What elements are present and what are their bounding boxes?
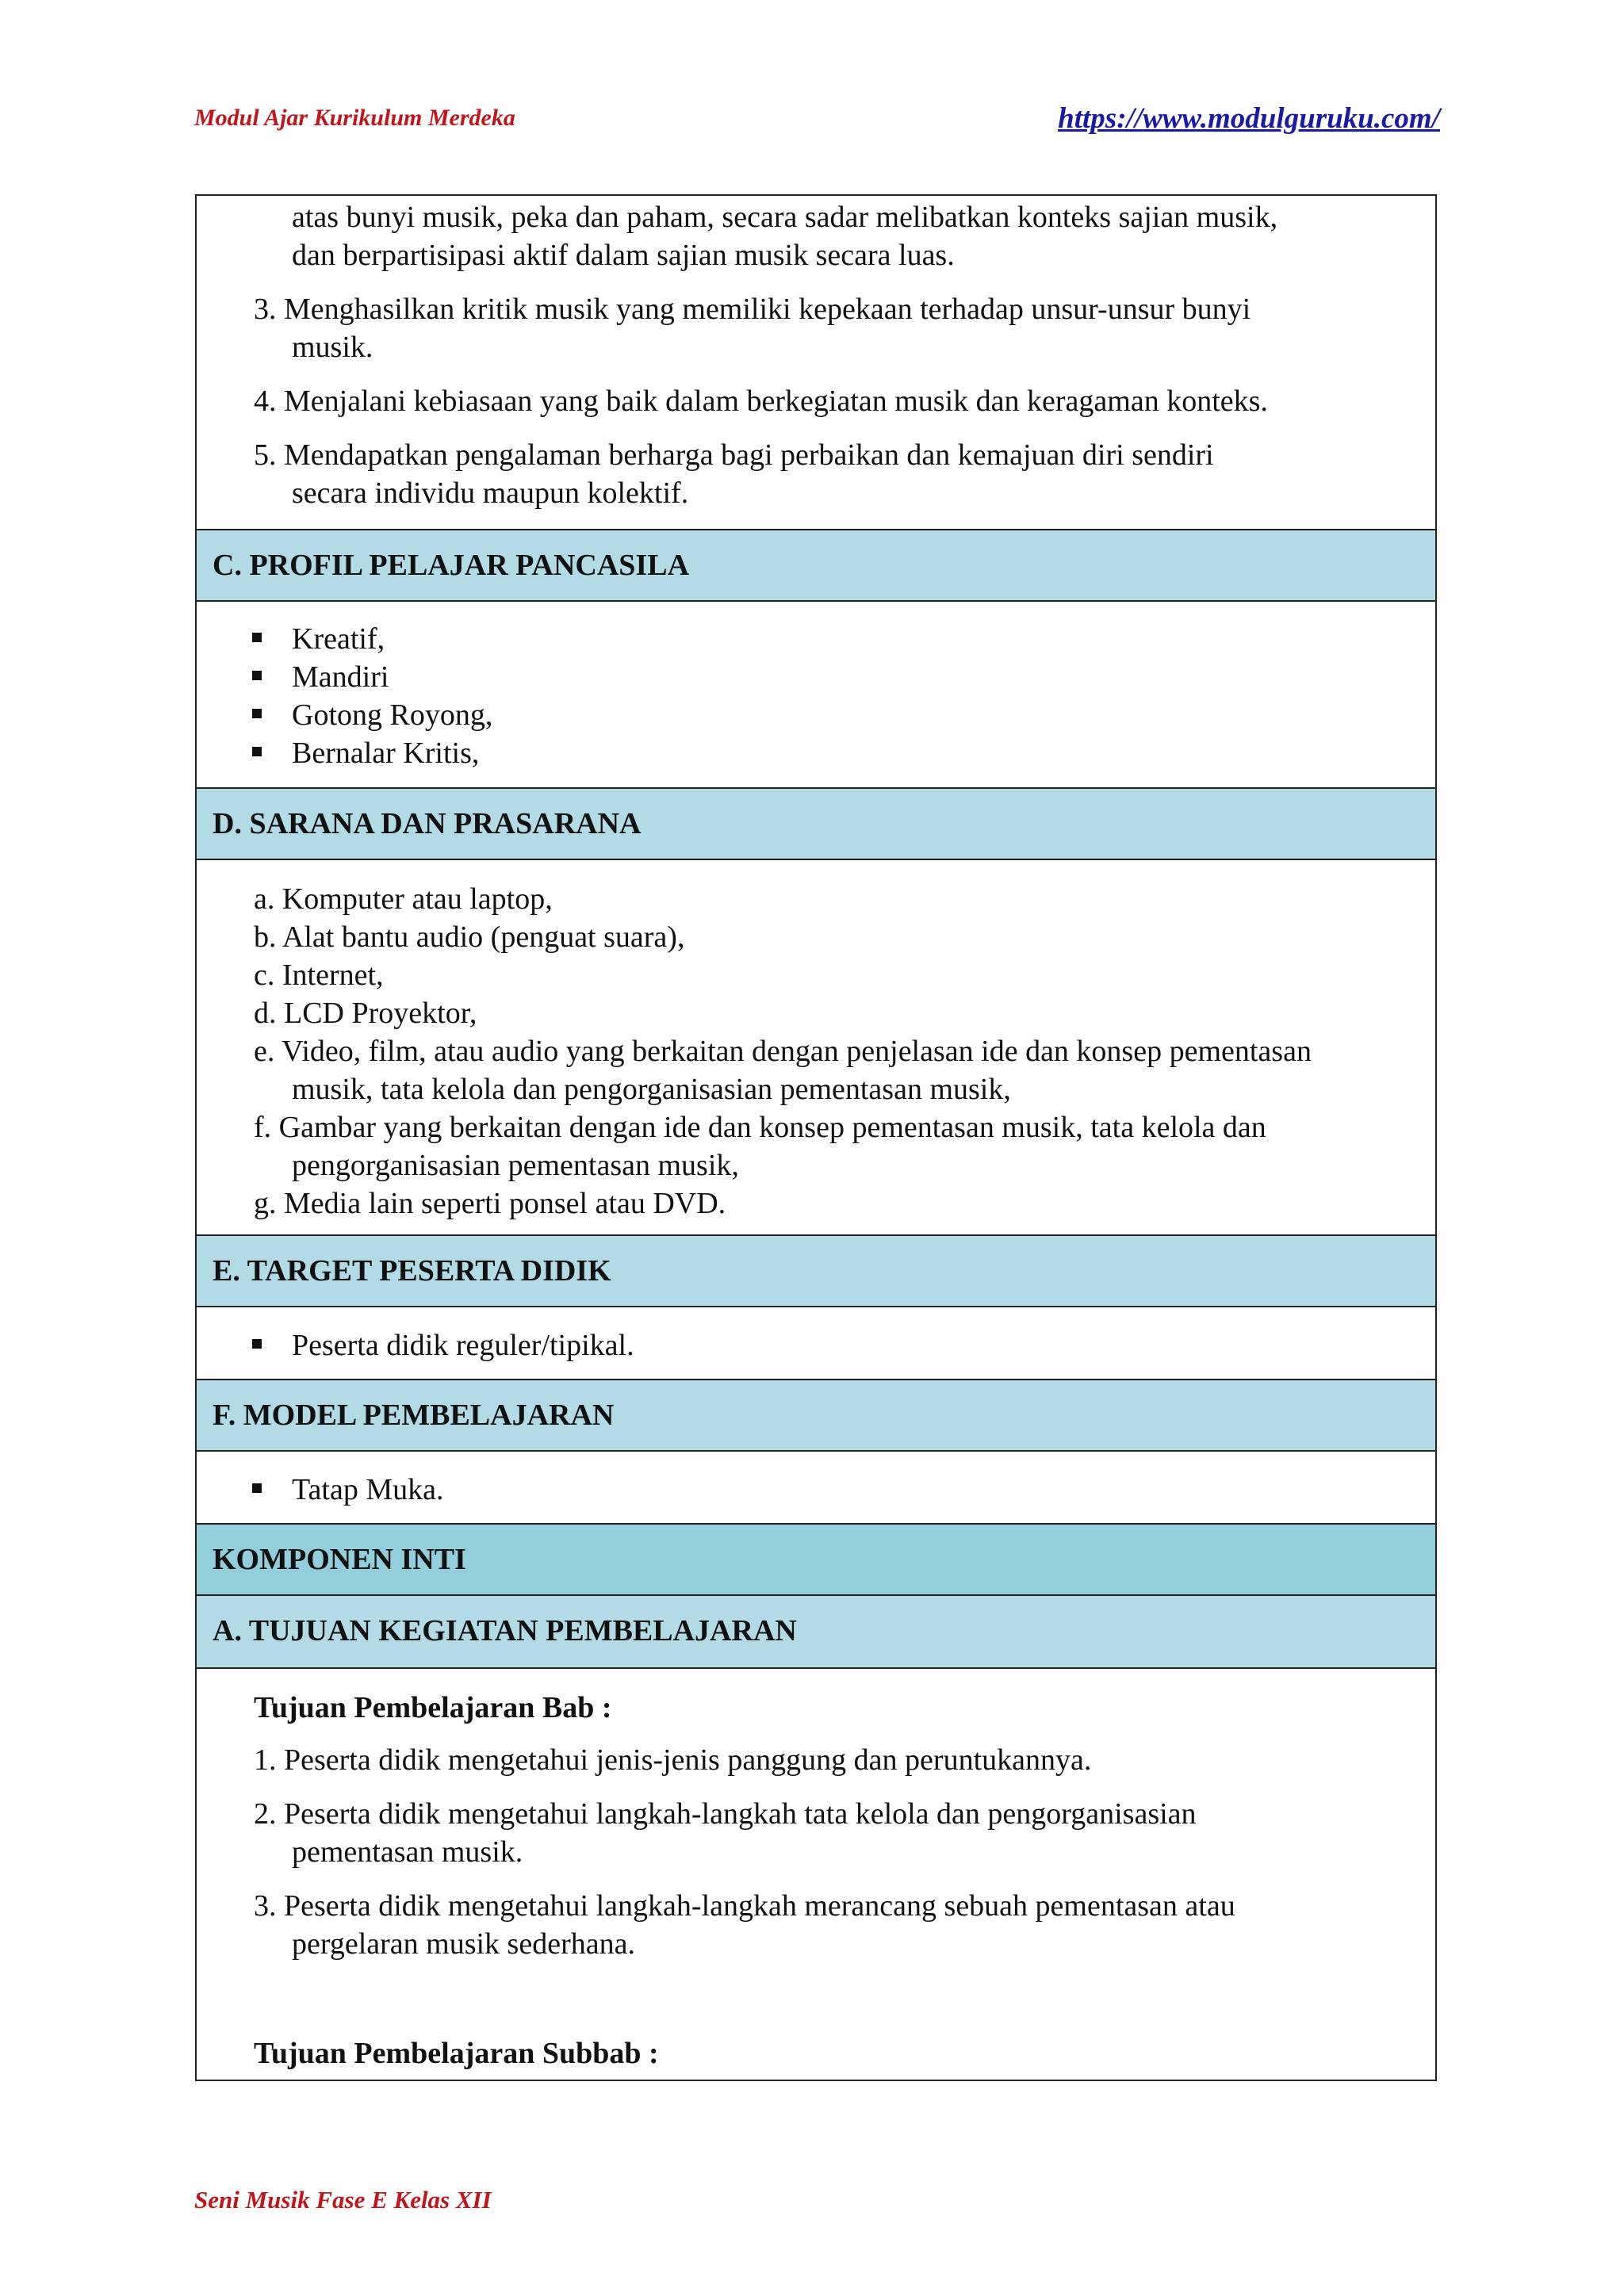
- list-continuation-line: dan berpartisipasi aktif dalam sajian musik secara luas.: [292, 239, 955, 272]
- bullet-icon: [252, 709, 262, 718]
- list-item: 2. Peserta didik mengetahui langkah-langkah tata kelola dan pengorganisasian: [254, 1797, 1197, 1831]
- content-table: [195, 194, 1437, 2081]
- subheading-subbab: Tujuan Pembelajaran Subbab :: [254, 2037, 659, 2070]
- list-item: Gotong Royong,: [292, 698, 493, 732]
- section-title: E. TARGET PESERTA DIDIK: [213, 1254, 611, 1288]
- bullet-icon: [252, 671, 262, 680]
- section-title: KOMPONEN INTI: [213, 1543, 466, 1576]
- list-item: Peserta didik reguler/tipikal.: [292, 1329, 634, 1362]
- list-item-continuation: secara individu maupun kolektif.: [292, 476, 689, 510]
- section-header-model: [197, 1379, 1435, 1452]
- list-item: Bernalar Kritis,: [292, 737, 480, 770]
- sarana-list: [197, 860, 1435, 1234]
- list-item-continuation: pementasan musik.: [292, 1835, 523, 1869]
- list-item: a. Komputer atau laptop,: [254, 882, 553, 916]
- list-item: 5. Mendapatkan pengalaman berharga bagi perbaikan dan kemajuan diri sendiri: [254, 438, 1214, 472]
- section-title: A. TUJUAN KEGIATAN PEMBELAJARAN: [213, 1614, 797, 1647]
- footer-course-title: Seni Musik Fase E Kelas XII: [194, 2186, 492, 2214]
- bullet-icon: [252, 633, 262, 642]
- list-item: Kreatif,: [292, 622, 385, 656]
- header-website-link[interactable]: https://www.modulguruku.com/: [1058, 102, 1440, 135]
- list-continuation-line: atas bunyi musik, peka dan paham, secara sadar melibatkan konteks sajian musik,: [292, 201, 1278, 234]
- subheading-bab: Tujuan Pembelajaran Bab :: [254, 1691, 612, 1724]
- header-module-title: Modul Ajar Kurikulum Merdeka: [194, 105, 515, 131]
- list-item: 4. Menjalani kebiasaan yang baik dalam berkegiatan musik dan keragaman konteks.: [254, 385, 1268, 418]
- bullet-icon: [252, 1339, 262, 1349]
- section-header-profil: [197, 529, 1435, 602]
- target-list: [197, 1307, 1435, 1379]
- section-header-tujuan: [197, 1596, 1435, 1669]
- section-title: D. SARANA DAN PRASARANA: [213, 807, 642, 840]
- list-item: g. Media lain seperti ponsel atau DVD.: [254, 1187, 726, 1220]
- list-item: 1. Peserta didik mengetahui jenis-jenis panggung dan peruntukannya.: [254, 1743, 1092, 1777]
- list-item: e. Video, film, atau audio yang berkaitan dengan penjelasan ide dan konsep pementasan: [254, 1035, 1312, 1068]
- section-title: C. PROFIL PELAJAR PANCASILA: [213, 549, 690, 582]
- list-item: Tatap Muka.: [292, 1473, 444, 1506]
- list-item: d. LCD Proyektor,: [254, 997, 477, 1030]
- bullet-icon: [252, 747, 262, 756]
- list-item: c. Internet,: [254, 959, 384, 992]
- section-header-target: [197, 1234, 1435, 1307]
- list-item-continuation: pengorganisasian pementasan musik,: [292, 1149, 739, 1182]
- list-item: 3. Peserta didik mengetahui langkah-langkah merancang sebuah pementasan atau: [254, 1889, 1235, 1923]
- section-header-sarana: [197, 787, 1435, 860]
- list-item: 3. Menghasilkan kritik musik yang memiliki kepekaan terhadap unsur-unsur bunyi: [254, 293, 1251, 326]
- profil-list: [197, 602, 1435, 787]
- section-header-komponen-inti: [197, 1523, 1435, 1596]
- list-item-continuation: pergelaran musik sederhana.: [292, 1927, 635, 1961]
- list-item: b. Alat bantu audio (penguat suara),: [254, 920, 685, 954]
- model-list: [197, 1452, 1435, 1523]
- learning-outcomes-continued: [197, 196, 1435, 529]
- bullet-icon: [252, 1483, 262, 1493]
- section-title: F. MODEL PEMBELAJARAN: [213, 1399, 615, 1432]
- list-item: Mandiri: [292, 660, 389, 694]
- list-item: f. Gambar yang berkaitan dengan ide dan konsep pementasan musik, tata kelola dan: [254, 1111, 1266, 1144]
- list-item-continuation: musik.: [292, 331, 373, 364]
- list-item-continuation: musik, tata kelola dan pengorganisasian pementasan musik,: [292, 1073, 1011, 1106]
- tujuan-content: [197, 1669, 1435, 2080]
